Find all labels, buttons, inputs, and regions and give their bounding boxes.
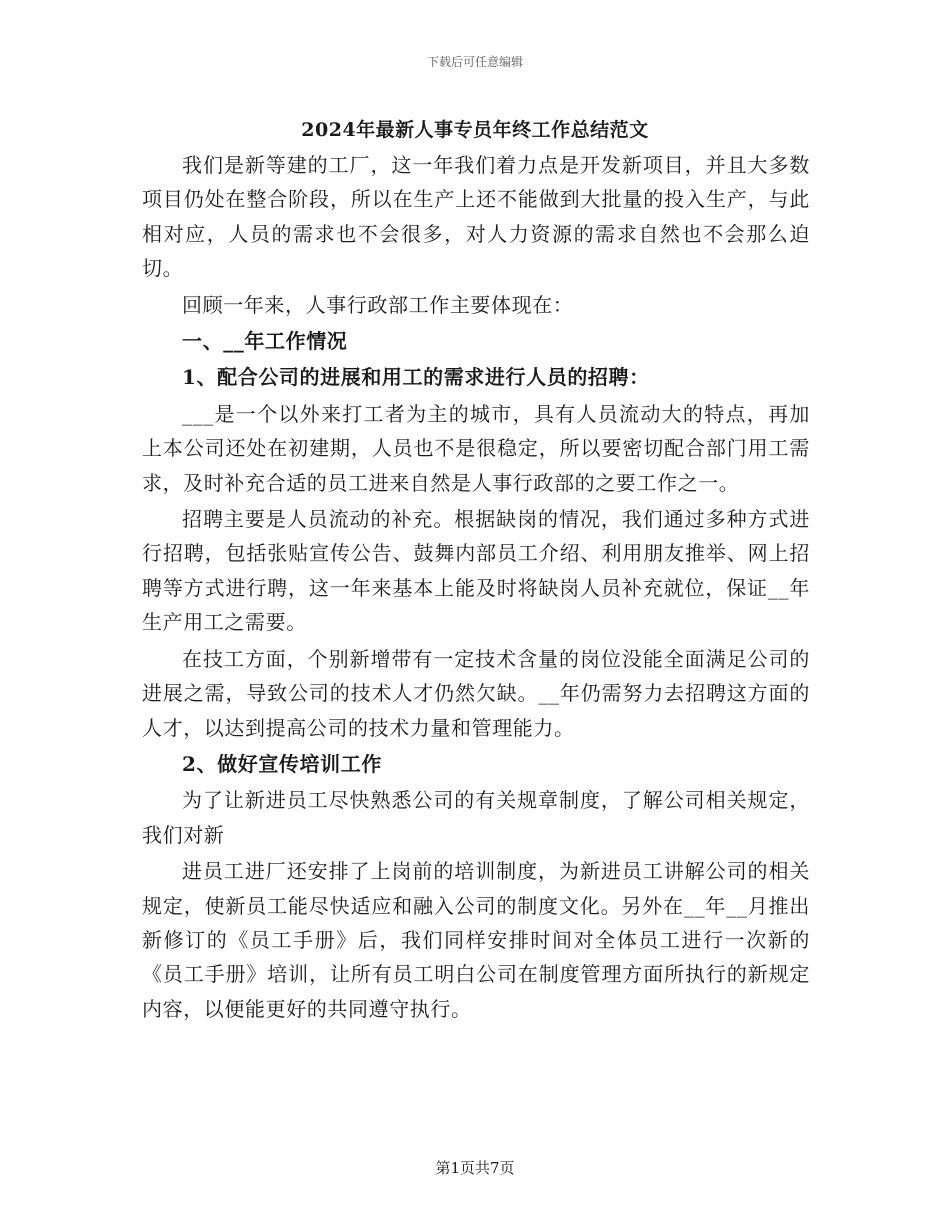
paragraph: 进员工进厂还安排了上岗前的培训制度，为新进员工讲解公司的相关规定，使新员工能尽快适应和融入公司的制度文化。另外在__年__月推出新修订的《员工手册》后，我们同样安排时间对全体员工进行一次新的《员工手册》培训，让所有员工明白公司在制度管理方面所执行的新规定内容，以便能更好的共同遵守执行。	[142, 859, 810, 1021]
paragraph: 我们是新等建的工厂，这一年我们着力点是开发新项目，并且大多数项目仍处在整合阶段，所以在生产上还不能做到大批量的投入生产，与此相对应，人员的需求也不会很多，对人力资源的需求自然也不会那么迫切。	[142, 153, 810, 281]
document-body	[142, 148, 810, 1028]
paragraph: 为了让新进员工尽快熟悉公司的有关规章制度，了解公司相关规定，我们对新	[142, 788, 810, 847]
subsection-heading: 1、配合公司的进展和用工的需求进行人员的招聘：	[182, 365, 650, 390]
paragraph: 招聘主要是人员流动的补充。根据缺岗的情况，我们通过多种方式进行招聘，包括张贴宣传公告、鼓舞内部员工介绍、利用朋友推举、网上招聘等方式进行聘，这一年来基本上能及时将缺岗人员补充就位，保证__年生产用工之需要。	[142, 507, 810, 635]
paragraph: 回顾一年来，人事行政部工作主要体现在：	[182, 292, 574, 317]
paragraph: 在技工方面，个别新增带有一定技术含量的岗位没能全面满足公司的进展之需，导致公司的技术人才仍然欠缺。__年仍需努力去招聘这方面的人才，以达到提高公司的技术力量和管理能力。	[142, 646, 810, 740]
paragraph: ___是一个以外来打工者为主的城市，具有人员流动大的特点，再加上本公司还处在初建期，人员也不是很稳定，所以要密切配合部门用工需求，及时补充合适的员工进来自然是人事行政部的之要工作之一。	[142, 401, 810, 495]
document-title: 2024年最新人事专员年终工作总结范文	[301, 119, 649, 141]
subsection-heading: 2、做好宣传培训工作	[182, 751, 382, 776]
page-number: 第1页共7页	[435, 1159, 515, 1177]
section-heading: 一、__年工作情况	[182, 329, 348, 354]
page-header-note: 下载后可任意编辑	[426, 55, 523, 69]
